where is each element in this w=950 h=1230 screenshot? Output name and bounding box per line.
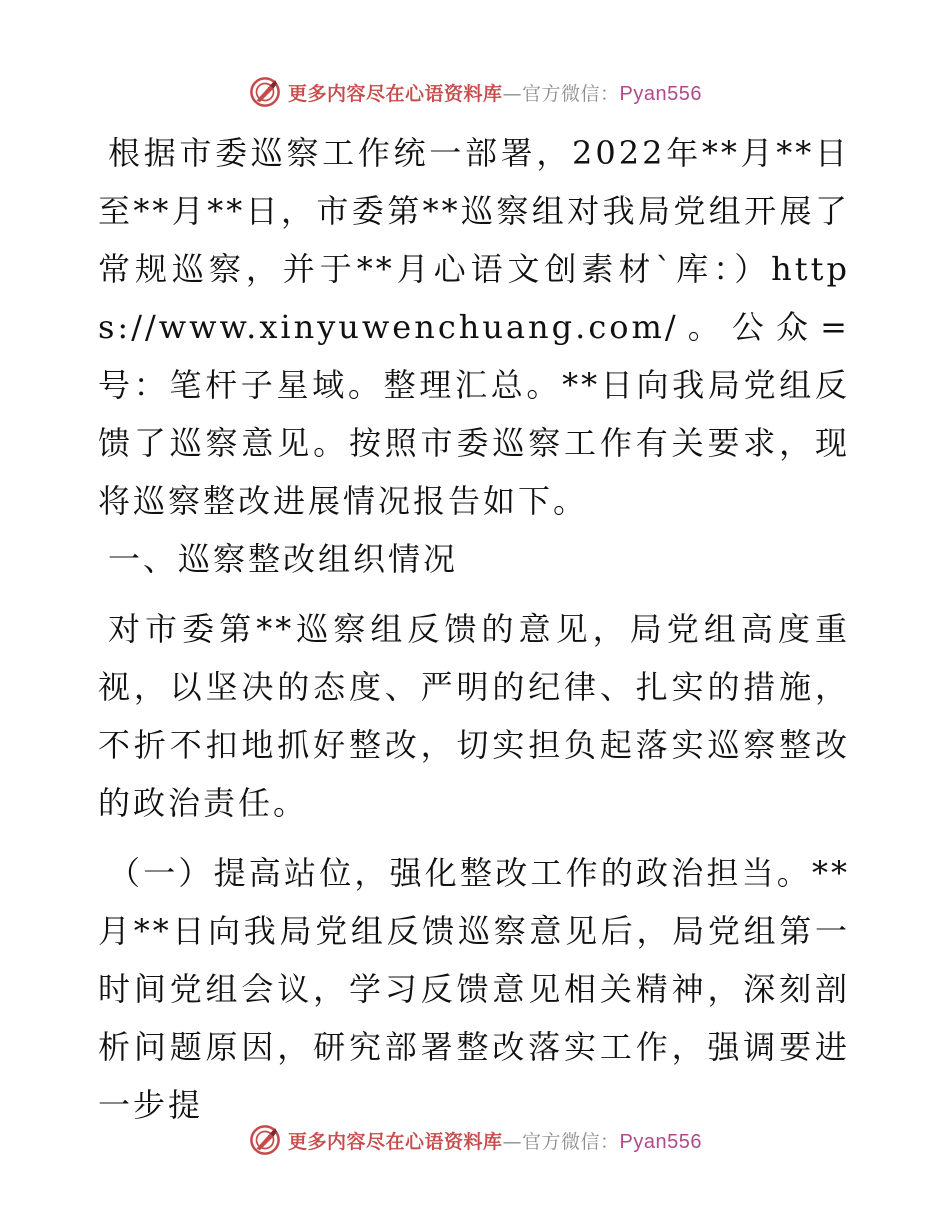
footer-watermark (0, 1120, 950, 1160)
watermark-dash: — (502, 1130, 523, 1153)
document-body (98, 124, 850, 1134)
pen-nib-logo-icon (248, 75, 282, 109)
pen-nib-logo-icon (248, 1123, 282, 1157)
watermark-id: Pyan556 (619, 1130, 702, 1153)
paragraph-section-1: 对市委第**巡察组反馈的意见，局党组高度重视，以坚决的态度、严明的纪律、扎实的措施，不折不扣地抓好整改，切实担负起落实巡察整改的政治责任。 (98, 610, 850, 822)
paragraph-subsection-1: （一）提高站位，强化整改工作的政治担当。**月**日向我局党组反馈巡察意见后，局党组第一时间党组会议，学习反馈意见相关精神，深刻剖析问题原因，研究部署整改落实工作，强调要进一步提 (98, 854, 850, 1124)
watermark-text (288, 79, 702, 106)
watermark-main-text: 更多内容尽在心语资料库 (288, 1130, 503, 1153)
watermark-label: 官方微信： (522, 82, 620, 105)
watermark-dash: — (502, 82, 523, 105)
watermark-id: Pyan556 (619, 82, 702, 105)
watermark-text (288, 1127, 702, 1154)
section-heading-1: 一、巡察整改组织情况 (108, 540, 459, 578)
watermark-label: 官方微信： (522, 1130, 620, 1153)
paragraph-intro: 根据市委巡察工作统一部署，2022年**月**日至**月**日，市委第**巡察组对我局党组开展了常规巡察，并于**月心语文创素材`库：）https://www.xinyuwenchuang.com/。公众=号：笔杆子星域。整理汇总。**日向我局党组反馈了巡察意见。按照市委巡察工作有关要求，现将巡察整改进展情况报告如下。 (98, 134, 850, 520)
header-watermark (0, 72, 950, 112)
watermark-main-text: 更多内容尽在心语资料库 (288, 82, 503, 105)
